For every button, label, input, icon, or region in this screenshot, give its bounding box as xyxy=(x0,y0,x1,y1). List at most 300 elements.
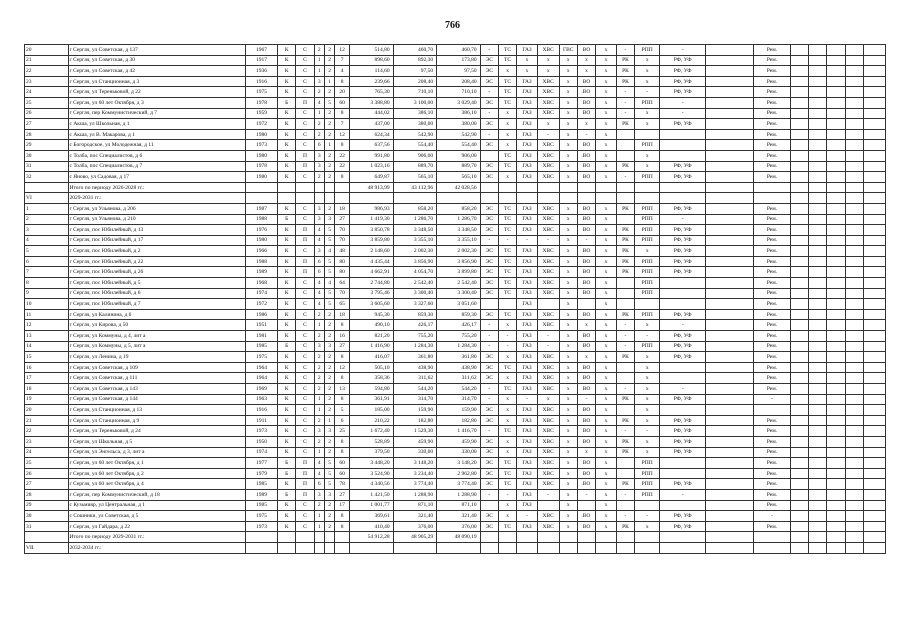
cell-area-total: 528,89 xyxy=(350,436,394,447)
cell-gvs: х xyxy=(559,161,577,172)
cell-rem: Рем. xyxy=(754,66,791,77)
cell-vo: ВО xyxy=(577,511,595,522)
cell-rf-uf: РФ, УФ xyxy=(660,426,706,437)
cell-extra-2 xyxy=(809,489,827,500)
cell-hvs: - xyxy=(537,331,559,342)
cell-extra-1 xyxy=(790,331,808,342)
cell-empty-1 xyxy=(706,468,754,479)
cell-rem: Рем. xyxy=(754,97,791,108)
cell-extra-2 xyxy=(809,203,827,214)
cell-gas: ГАЗ xyxy=(517,288,538,299)
cell-entrances: 2 xyxy=(324,394,334,405)
cell-address: г Сергач, ул Ленина, д 19 xyxy=(68,352,245,363)
cell-rk: РК xyxy=(616,415,634,426)
cell-gvs: х xyxy=(559,415,577,426)
cell-row-number: 1 xyxy=(25,203,69,214)
cell-overlap-type: С xyxy=(296,341,314,352)
cell-entrances: 2 xyxy=(324,150,334,161)
cell-apartments: 64 xyxy=(335,278,350,289)
cell-hvs: х xyxy=(537,119,559,130)
cell-rf-uf: РФ, УФ xyxy=(660,331,706,342)
cell-hvs: ХВС xyxy=(537,203,559,214)
cell-h1 xyxy=(596,532,617,543)
cell-extra-3 xyxy=(827,76,845,87)
cell-area-living: 361,80 xyxy=(393,352,437,363)
cell-extra-5 xyxy=(864,447,886,458)
cell-extra-4 xyxy=(845,288,863,299)
cell-gas: ГАЗ xyxy=(517,426,538,437)
cell-rf-uf: РФ, УФ xyxy=(660,436,706,447)
cell-area-privatized: 386,10 xyxy=(437,108,481,119)
cell-wall-material: К xyxy=(278,203,296,214)
cell-extra-3 xyxy=(827,225,845,236)
cell-ps xyxy=(480,542,498,553)
cell-extra-1 xyxy=(790,66,808,77)
cell-extra-2 xyxy=(809,182,827,193)
cell-ts: ТС xyxy=(498,203,516,214)
cell-area-total: 3 388,80 xyxy=(350,97,394,108)
cell-gvs: х xyxy=(559,55,577,66)
cell-rk: - xyxy=(616,108,634,119)
cell-extra-3 xyxy=(827,415,845,426)
cell-empty-1 xyxy=(706,182,754,193)
cell-h1: х xyxy=(596,45,617,56)
cell-row-number: 28 xyxy=(25,489,69,500)
cell-extra-1 xyxy=(790,267,808,278)
cell-year-built: 1978 xyxy=(245,161,277,172)
cell-rk: РК xyxy=(616,447,634,458)
cell-hvs: ХВС xyxy=(537,225,559,236)
cell-rem: Рем. xyxy=(754,55,791,66)
cell-rf-uf xyxy=(660,542,706,553)
cell-rk xyxy=(616,182,634,193)
cell-extra-4 xyxy=(845,362,863,373)
cell-empty-1 xyxy=(706,426,754,437)
cell-apartments: 4 xyxy=(335,66,350,77)
table-row xyxy=(25,542,886,553)
cell-apartments: 12 xyxy=(335,129,350,140)
cell-entrances: 2 xyxy=(324,405,334,416)
cell-wall-material: К xyxy=(278,394,296,405)
cell-h1: х xyxy=(596,119,617,130)
cell-h1: х xyxy=(596,521,617,532)
cell-rf-uf: - xyxy=(660,489,706,500)
cell-area-total: 505,10 xyxy=(350,362,394,373)
cell-apartments: 8 xyxy=(335,373,350,384)
cell-ps: - xyxy=(480,489,498,500)
cell-row-number: 14 xyxy=(25,341,69,352)
cell-year-built: 1985 xyxy=(245,500,277,511)
cell-extra-4 xyxy=(845,458,863,469)
cell-area-living: 1 284,30 xyxy=(393,341,437,352)
cell-entrances: 2 xyxy=(324,500,334,511)
cell-gvs: х xyxy=(559,203,577,214)
cell-empty-1 xyxy=(706,447,754,458)
cell-area-privatized: 380,00 xyxy=(437,119,481,130)
cell-floors: 2 xyxy=(314,172,324,183)
cell-gas: ГАЗ xyxy=(517,500,538,511)
cell-extra-3 xyxy=(827,246,845,257)
cell-h1: х xyxy=(596,76,617,87)
cell-hvs: ХВС xyxy=(537,309,559,320)
cell-ts: ТС xyxy=(498,161,516,172)
table-row xyxy=(25,489,886,500)
cell-overlap-type: С xyxy=(296,352,314,363)
cell-extra-3 xyxy=(827,511,845,522)
cell-address: г Сергач, ул Тереньковой, д 22 xyxy=(68,87,245,98)
cell-vo: ВО xyxy=(577,405,595,416)
cell-extra-5 xyxy=(864,405,886,416)
cell-apartments: 12 xyxy=(335,362,350,373)
cell-rpp xyxy=(635,129,660,140)
cell-rpp: РПП xyxy=(635,267,660,278)
cell-extra-5 xyxy=(864,108,886,119)
cell-empty-1 xyxy=(706,352,754,363)
cell-address: г Сергач, пос Юбилейный, д 26 xyxy=(68,267,245,278)
cell-ts: х xyxy=(498,511,516,522)
cell-gvs: х xyxy=(559,288,577,299)
cell-address: г Сергач, ул 60 лет Октября, д 2 xyxy=(68,468,245,479)
cell-hvs: ХВС xyxy=(537,278,559,289)
cell-address: Итого по периоду 2026-2028 гг.: xyxy=(68,182,245,193)
cell-vo: ВО xyxy=(577,150,595,161)
cell-row-number: 30 xyxy=(25,511,69,522)
cell-rpp: х xyxy=(635,76,660,87)
cell-rem: Рем. xyxy=(754,140,791,151)
cell-overlap-type: П xyxy=(296,150,314,161)
cell-extra-1 xyxy=(790,511,808,522)
cell-overlap-type: П xyxy=(296,235,314,246)
cell-wall-material: К xyxy=(278,405,296,416)
table-row xyxy=(25,45,886,56)
cell-hvs: ХВС xyxy=(537,352,559,363)
cell-hvs: - xyxy=(537,341,559,352)
cell-area-privatized: 889,70 xyxy=(437,161,481,172)
cell-address: г Сергач, ул Кирова, д 50 xyxy=(68,320,245,331)
cell-overlap-type: С xyxy=(296,299,314,310)
cell-extra-4 xyxy=(845,532,863,543)
cell-ps: ЭС xyxy=(480,278,498,289)
cell-year-built: 1959 xyxy=(245,108,277,119)
cell-overlap-type: С xyxy=(296,140,314,151)
cell-vo xyxy=(577,193,595,204)
cell-gas: ГАЗ xyxy=(517,299,538,310)
cell-rpp: х xyxy=(635,119,660,130)
cell-hvs: - xyxy=(537,129,559,140)
cell-overlap-type: С xyxy=(296,55,314,66)
cell-gas: - xyxy=(517,235,538,246)
cell-entrances: 2 xyxy=(324,447,334,458)
cell-address: г Сергач, ул Советская, д 30 xyxy=(68,55,245,66)
cell-gas: ГАЗ xyxy=(517,45,538,56)
cell-extra-3 xyxy=(827,161,845,172)
cell-rem xyxy=(754,532,791,543)
cell-extra-5 xyxy=(864,468,886,479)
cell-area-living: 376,00 xyxy=(393,521,437,532)
cell-entrances: 2 xyxy=(324,436,334,447)
cell-entrances: 2 xyxy=(324,45,334,56)
cell-extra-3 xyxy=(827,267,845,278)
cell-vo: ВО xyxy=(577,214,595,225)
cell-ps: ЭС xyxy=(480,362,498,373)
cell-extra-2 xyxy=(809,108,827,119)
cell-extra-2 xyxy=(809,76,827,87)
cell-address: г Сергач, ул Ульянова, д 206 xyxy=(68,203,245,214)
cell-rpp: РПП xyxy=(635,256,660,267)
cell-extra-5 xyxy=(864,384,886,395)
cell-gvs: х xyxy=(559,426,577,437)
cell-wall-material: К xyxy=(278,415,296,426)
cell-empty-1 xyxy=(706,203,754,214)
cell-area-total: 898,60 xyxy=(350,55,394,66)
cell-extra-2 xyxy=(809,479,827,490)
cell-extra-2 xyxy=(809,66,827,77)
cell-extra-2 xyxy=(809,436,827,447)
cell-empty-1 xyxy=(706,415,754,426)
cell-extra-4 xyxy=(845,415,863,426)
cell-ps: ЭС xyxy=(480,267,498,278)
cell-entrances: 1 xyxy=(324,140,334,151)
cell-wall-material: К xyxy=(278,362,296,373)
cell-h1: х xyxy=(596,97,617,108)
cell-extra-3 xyxy=(827,447,845,458)
cell-year-built: 1963 xyxy=(245,394,277,405)
cell-rk: РК xyxy=(616,436,634,447)
cell-area-privatized: 755,20 xyxy=(437,331,481,342)
cell-row-number: 8 xyxy=(25,278,69,289)
cell-area-privatized: 42 028,56 xyxy=(437,182,481,193)
cell-extra-1 xyxy=(790,76,808,87)
cell-year-built: 1989 xyxy=(245,489,277,500)
cell-year-built: 1964 xyxy=(245,373,277,384)
cell-hvs xyxy=(537,299,559,310)
cell-vo: ВО xyxy=(577,373,595,384)
cell-extra-1 xyxy=(790,468,808,479)
cell-gas: х xyxy=(517,55,538,66)
cell-year-built: 1917 xyxy=(245,55,277,66)
cell-floors: 3 xyxy=(314,161,324,172)
cell-ps: ЭС xyxy=(480,405,498,416)
cell-h1: х xyxy=(596,309,617,320)
cell-extra-5 xyxy=(864,246,886,257)
cell-rpp xyxy=(635,182,660,193)
cell-gas: - xyxy=(517,394,538,405)
cell-extra-3 xyxy=(827,394,845,405)
cell-floors: 4 xyxy=(314,225,324,236)
cell-apartments: 8 xyxy=(335,108,350,119)
cell-area-total: 48 913,99 xyxy=(350,182,394,193)
cell-hvs: ХВС xyxy=(537,76,559,87)
cell-floors: 3 xyxy=(314,426,324,437)
cell-extra-3 xyxy=(827,458,845,469)
table-row xyxy=(25,193,886,204)
cell-rem: Рем. xyxy=(754,521,791,532)
cell-extra-2 xyxy=(809,256,827,267)
cell-floors: 2 xyxy=(314,87,324,98)
cell-vo: ВО xyxy=(577,521,595,532)
cell-address: 2029-2031 гг.: xyxy=(68,193,245,204)
cell-rf-uf xyxy=(660,532,706,543)
cell-rem: Рем. xyxy=(754,341,791,352)
cell-extra-2 xyxy=(809,299,827,310)
cell-extra-3 xyxy=(827,278,845,289)
cell-apartments: 8 xyxy=(335,76,350,87)
cell-ts: ТС xyxy=(498,225,516,236)
cell-apartments: 60 xyxy=(335,468,350,479)
cell-area-living: 459,90 xyxy=(393,436,437,447)
cell-empty-1 xyxy=(706,55,754,66)
cell-ps: - xyxy=(480,320,498,331)
cell-area-privatized: 459,90 xyxy=(437,436,481,447)
cell-hvs: ХВС xyxy=(537,362,559,373)
cell-entrances: 5 xyxy=(324,97,334,108)
cell-ps: ЭС xyxy=(480,458,498,469)
cell-rem: Рем. xyxy=(754,108,791,119)
cell-rf-uf: - xyxy=(660,108,706,119)
cell-area-living: 892,30 xyxy=(393,55,437,66)
cell-hvs: ХВС xyxy=(537,214,559,225)
cell-rf-uf: - xyxy=(660,45,706,56)
cell-empty-1 xyxy=(706,76,754,87)
cell-ps: ЭС xyxy=(480,288,498,299)
cell-extra-1 xyxy=(790,352,808,363)
cell-ts: х xyxy=(498,108,516,119)
cell-ps: ЭС xyxy=(480,256,498,267)
cell-empty-1 xyxy=(706,161,754,172)
cell-floors: 3 xyxy=(314,76,324,87)
cell-apartments xyxy=(335,532,350,543)
cell-floors: 2 xyxy=(314,436,324,447)
cell-rf-uf xyxy=(660,288,706,299)
cell-area-living: 438,90 xyxy=(393,362,437,373)
cell-floors: 2 xyxy=(314,45,324,56)
cell-vo: ВО xyxy=(577,458,595,469)
cell-extra-4 xyxy=(845,182,863,193)
cell-ps: - xyxy=(480,87,498,98)
cell-extra-1 xyxy=(790,87,808,98)
cell-rpp: - xyxy=(635,331,660,342)
cell-empty-1 xyxy=(706,246,754,257)
cell-hvs: ХВС xyxy=(537,150,559,161)
cell-rem: Рем. xyxy=(754,267,791,278)
cell-rf-uf: РФ, УФ xyxy=(660,341,706,352)
cell-rem: Рем. xyxy=(754,331,791,342)
cell-ps: - xyxy=(480,426,498,437)
cell-rem: Рем. xyxy=(754,214,791,225)
cell-extra-5 xyxy=(864,489,886,500)
cell-rf-uf: РФ, УФ xyxy=(660,66,706,77)
cell-h1 xyxy=(596,182,617,193)
cell-ts: ТС xyxy=(498,384,516,395)
cell-wall-material: Б xyxy=(278,214,296,225)
cell-h1: х xyxy=(596,299,617,310)
cell-entrances: 2 xyxy=(324,331,334,342)
cell-ts: ТС xyxy=(498,288,516,299)
cell-year-built: 1916 xyxy=(245,76,277,87)
cell-address: г Сергач, пос Юбилейный, д 5 xyxy=(68,278,245,289)
cell-area-total: 437,00 xyxy=(350,119,394,130)
cell-gvs: х xyxy=(559,405,577,416)
cell-extra-2 xyxy=(809,415,827,426)
cell-ts xyxy=(498,542,516,553)
cell-extra-1 xyxy=(790,521,808,532)
cell-row-number: VI xyxy=(25,193,69,204)
cell-empty-1 xyxy=(706,108,754,119)
cell-year-built: 1989 xyxy=(245,267,277,278)
cell-extra-3 xyxy=(827,235,845,246)
cell-overlap-type: С xyxy=(296,76,314,87)
cell-apartments: 27 xyxy=(335,489,350,500)
table-row xyxy=(25,373,886,384)
cell-floors: 1 xyxy=(314,447,324,458)
table-row xyxy=(25,161,886,172)
cell-empty-1 xyxy=(706,66,754,77)
cell-rf-uf: РФ, УФ xyxy=(660,394,706,405)
cell-area-total: 3 795,46 xyxy=(350,288,394,299)
cell-area-privatized: 376,00 xyxy=(437,521,481,532)
cell-extra-3 xyxy=(827,288,845,299)
cell-wall-material: К xyxy=(278,511,296,522)
cell-extra-5 xyxy=(864,267,886,278)
cell-entrances: 2 xyxy=(324,203,334,214)
cell-floors: 4 xyxy=(314,468,324,479)
cell-extra-3 xyxy=(827,299,845,310)
cell-area-privatized: 542,90 xyxy=(437,129,481,140)
cell-rf-uf xyxy=(660,405,706,416)
cell-ts: ТС xyxy=(498,76,516,87)
cell-area-total xyxy=(350,542,394,553)
cell-vo xyxy=(577,299,595,310)
cell-overlap-type: С xyxy=(296,246,314,257)
cell-overlap-type: П xyxy=(296,225,314,236)
cell-rem: Рем. xyxy=(754,384,791,395)
cell-area-living: 311,62 xyxy=(393,373,437,384)
cell-year-built: 1979 xyxy=(245,468,277,479)
cell-area-living: 542,90 xyxy=(393,129,437,140)
cell-gas: ГАЗ xyxy=(517,278,538,289)
cell-address: с Акша, ул В. Макарова, д 1 xyxy=(68,129,245,140)
cell-h1: х xyxy=(596,129,617,140)
cell-year-built: 1911 xyxy=(245,415,277,426)
cell-floors: 2 xyxy=(314,362,324,373)
cell-extra-3 xyxy=(827,129,845,140)
cell-extra-4 xyxy=(845,66,863,77)
cell-address: г Сергач, ул Калинина, д 6 xyxy=(68,309,245,320)
table-row xyxy=(25,119,886,130)
cell-empty-1 xyxy=(706,521,754,532)
cell-vo: ВО xyxy=(577,76,595,87)
cell-rpp: РПП xyxy=(635,235,660,246)
cell-rf-uf: РФ, УФ xyxy=(660,55,706,66)
table-row xyxy=(25,108,886,119)
cell-rf-uf xyxy=(660,362,706,373)
cell-hvs: ХВС xyxy=(537,140,559,151)
cell-ps: ЭС xyxy=(480,225,498,236)
cell-year-built: 1985 xyxy=(245,479,277,490)
cell-extra-1 xyxy=(790,203,808,214)
cell-extra-2 xyxy=(809,394,827,405)
cell-extra-5 xyxy=(864,500,886,511)
cell-area-living: 544,20 xyxy=(393,384,437,395)
cell-rpp: х xyxy=(635,415,660,426)
cell-h1: х xyxy=(596,405,617,416)
table-row xyxy=(25,320,886,331)
cell-extra-3 xyxy=(827,521,845,532)
cell-extra-2 xyxy=(809,320,827,331)
cell-gas: ГАЗ xyxy=(517,140,538,151)
cell-extra-5 xyxy=(864,415,886,426)
cell-area-living: 710,10 xyxy=(393,87,437,98)
